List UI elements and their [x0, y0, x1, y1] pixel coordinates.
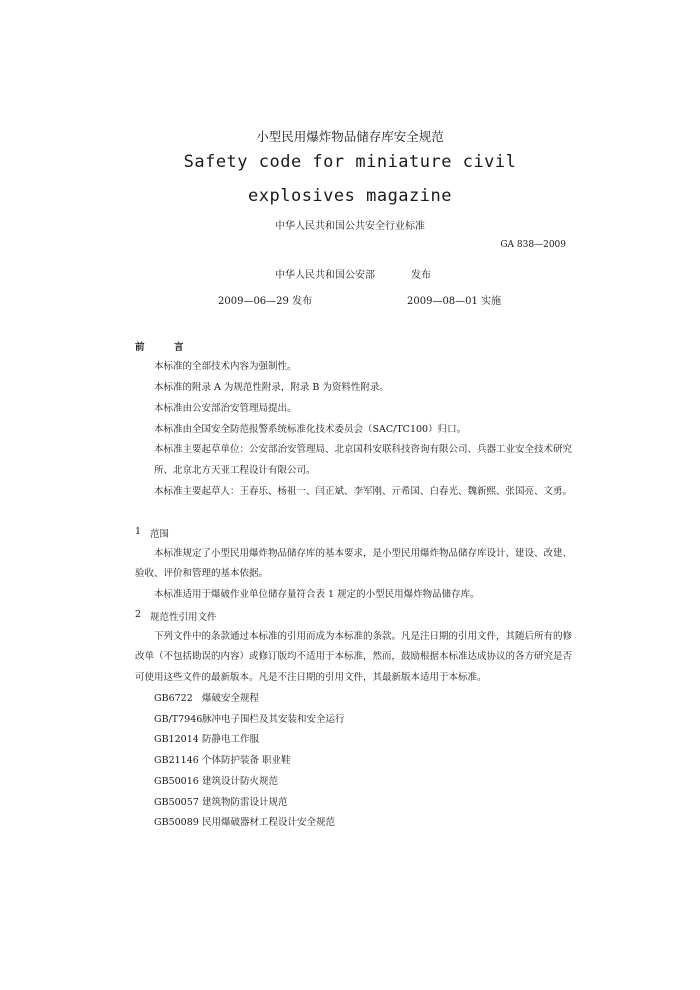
section-2-number: 2 [135, 609, 142, 620]
standard-number: GA 838—2009 [500, 240, 566, 250]
reference-item [154, 733, 259, 746]
reference-title: 爆破安全规程 [202, 693, 260, 704]
reference-code: GB21146 [154, 755, 199, 766]
foreword-paragraph: 本标准的附录 A 为规范性附录，附录 B 为资料性附录。 [154, 382, 389, 393]
title-english-line-1: Safety code for miniature civil [183, 152, 517, 172]
section-1-paragraph: 本标准规定了小型民用爆炸物品储存库的基本要求，是小型民用爆炸物品储存库设计、建设、改建、 [154, 548, 573, 559]
foreword-paragraph: 本标准的全部技术内容为强制性。 [154, 361, 297, 372]
reference-code: GB12014 [154, 734, 199, 745]
release-date: 2009—06—29 发布 [218, 296, 313, 307]
reference-code: GB/T7946 [154, 714, 203, 725]
reference-item [154, 754, 291, 767]
foreword-paragraph: 所、北京北方天亚工程设计有限公司。 [154, 465, 316, 476]
section-1-paragraph: 本标准适用于爆破作业单位储存量符合表 1 规定的小型民用爆炸物品储存库。 [154, 589, 480, 600]
section-2-paragraph: 可使用这些文件的最新版本。凡是不注日期的引用文件，其最新版本适用于本标准。 [135, 672, 487, 683]
title-english-line-2: explosives magazine [248, 186, 452, 206]
section-2-paragraph: 改单（不包括勘误的内容）或修订版均不适用于本标准，然而，鼓励根据本标准达成协议的各方研究是否 [135, 651, 573, 662]
foreword-paragraph: 本标准由公安部治安管理局提出。 [154, 403, 297, 414]
reference-code: GB50016 [154, 776, 199, 787]
standard-type: 中华人民共和国公共安全行业标准 [275, 221, 425, 232]
section-2-paragraph: 下列文件中的条款通过本标准的引用而成为本标准的条款。凡是注日期的引用文件，其随后所有的修 [154, 631, 573, 642]
issuer-action: 发布 [411, 270, 431, 281]
reference-title: 民用爆破器材工程设计安全规范 [202, 817, 336, 828]
reference-item [154, 775, 278, 788]
title-chinese: 小型民用爆炸物品储存库安全规范 [256, 129, 444, 144]
foreword-paragraph: 本标准主要起草人：王春乐、杨祖一、闫正斌、李军刚、亓希国、白春光、魏新熙、张国亮、文勇。 [154, 486, 573, 497]
reference-code: GB50057 [154, 797, 199, 808]
foreword-heading-char-2: 言 [174, 342, 184, 353]
effective-date: 2009—08—01 实施 [407, 296, 502, 307]
section-1-number: 1 [135, 526, 142, 537]
section-1-title: 范围 [150, 529, 170, 540]
section-2-title: 规范性引用文件 [150, 612, 217, 623]
reference-item [154, 816, 335, 829]
foreword-paragraph: 本标准主要起草单位：公安部治安管理局、北京国科安联科技咨询有限公司、兵器工业安全技术研究 [154, 444, 573, 455]
reference-code: GB50089 [154, 817, 199, 828]
reference-item [154, 796, 288, 809]
reference-title: 脉冲电子围栏及其安装和安全运行 [202, 714, 345, 725]
foreword-heading-char-1: 前 [135, 342, 145, 353]
reference-item [154, 692, 259, 705]
section-1-paragraph: 验收、评价和管理的基本依据。 [135, 568, 269, 579]
reference-title: 建筑设计防火规范 [202, 776, 279, 787]
reference-code: GB6722 [154, 693, 193, 704]
reference-title: 防静电工作服 [202, 734, 260, 745]
issuer: 中华人民共和国公安部 [275, 270, 375, 281]
reference-title: 建筑物防雷设计规范 [202, 797, 288, 808]
reference-item [154, 713, 345, 726]
foreword-paragraph: 本标准由全国安全防范报警系统标准化技术委员会（SAC/TC100）归口。 [154, 424, 467, 435]
reference-title: 个体防护装备 职业鞋 [202, 755, 291, 766]
